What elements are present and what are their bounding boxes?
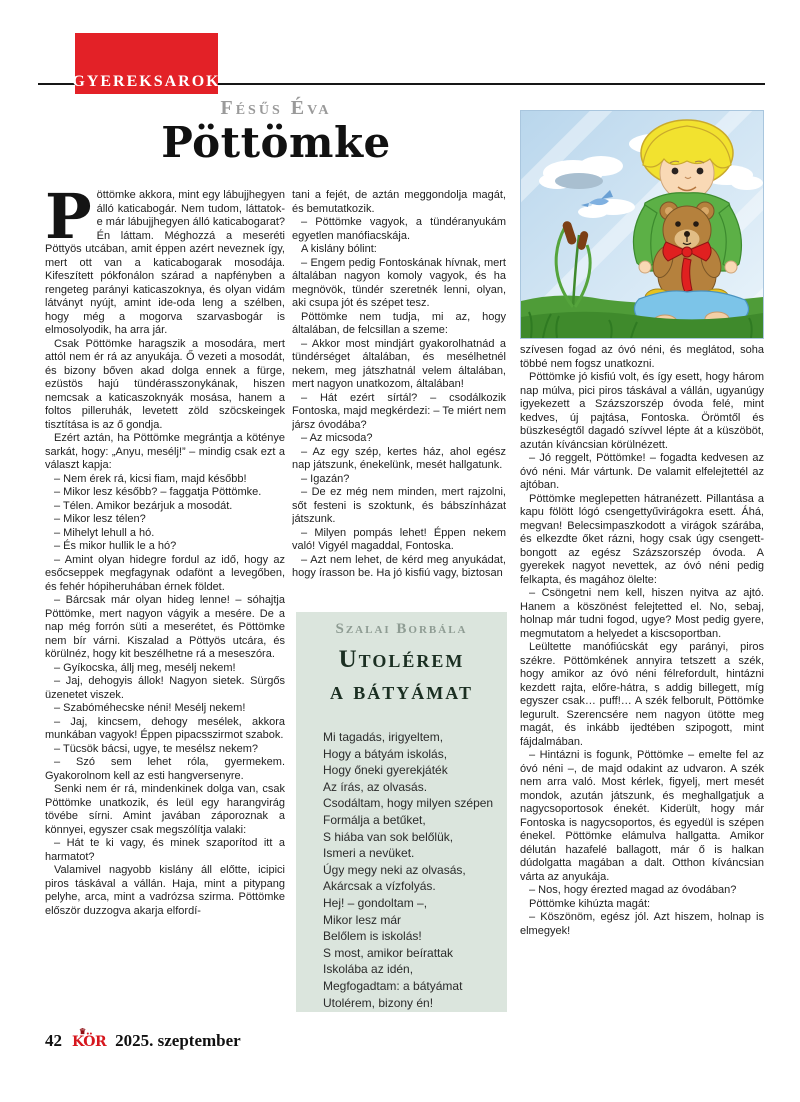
story-paragraph: – Akkor most mindjárt gyakorolhatnád a tündérséget általában, és mesélhetnél nekem, meg játszhatnál velem általában, mert nagyon unatkozom, általában! (292, 337, 506, 390)
story-paragraph: – Az micsoda? (301, 432, 373, 444)
poem-line: S most, amikor beírattak (323, 945, 454, 960)
story-paragraph: Leültette manófiúcskát egy parányi, piros székre. Pöttömkének annyira tetszett a szék, hogy amikor az óvó néni félrefordult, hintázni kezdett rajta, előre-hátra, s addig billegett, míg egyszer csak… puff!… A szék felborult, Pöttömke legurult. Szerencsére nem nagyon ütötte meg magát, és inkább ijedtében szipogott, mint fájdalmában. (520, 641, 764, 748)
section-label: GYEREKSAROK (72, 73, 221, 90)
drop-cap: P (45, 189, 92, 253)
story-paragraph: – Pöttömke vagyok, a tündéranyukám egyetlen manófiacskája. (292, 216, 506, 242)
poem-line: Megfogadtam: a bátyámat (323, 978, 463, 993)
story-paragraph: – Milyen pompás lehet! Éppen nekem való! Vigyél magaddal, Fontoska. (292, 526, 506, 552)
story-paragraph: – Amint olyan hidegre fordul az idő, hogy az esőcseppek megfagynak odafönt a levegőben, és fehér hópiheruhában érnek földet. (45, 553, 285, 593)
story-author: Fésűs Éva (220, 97, 332, 119)
page-footer (45, 1026, 241, 1051)
story-paragraph: Valamivel nagyobb kislány áll előtte, icipici piros táskával a vállán. Haja, mint a pitypang pelyhe, arca, mint a vadrózsa szirma. Pöttömke először duzzogva akarja elfordí- (45, 864, 285, 917)
poem-line: Ismeri a nevüket. (323, 846, 415, 861)
poem-line: Hogy a bátyám iskolás, (323, 746, 448, 761)
story-paragraph: – Nos, hogy érezted magad az óvodában? (529, 884, 737, 896)
story-paragraph: – Mikor lesz télen? (54, 513, 146, 525)
text-column-2 (292, 189, 506, 607)
text-column-1 (45, 189, 285, 1015)
story-paragraph: tani a fejét, de aztán meggondolja magát, és bemutatkozik. (292, 189, 506, 215)
story-paragraph: Pöttömke nem tudja, mi az, hogy általában, de felcsillan a szeme: (292, 310, 506, 336)
poem-line: Hej! – gondoltam –, (323, 895, 428, 910)
story-paragraph: – Szó sem lehet róla, gyermekem. Gyakorolnom kell az esti hangversenyre. (45, 756, 285, 782)
story-paragraph: – Bárcsak már olyan hideg lenne! – sóhajtja Pöttömke, mert nagyon vágyik a mesére. De a nap még forrón süti a meserétet, és Pöttömke nem bír várni. Kiszalad a Pöttyös utcára, és körülnéz, hogy kit beszélhetne rá a meseszóra. (45, 594, 285, 660)
story-paragraph: – Azt nem lehet, de kérd meg anyukádat, hogy írasson be. Ha jó kisfiú vagy, biztosan (292, 553, 506, 579)
poem-line: Formálja a betűket, (323, 812, 426, 827)
story-paragraph: – Szabóméhecske néni! Mesélj nekem! (54, 702, 246, 714)
story-paragraph: – Jaj, dehogyis állok! Nagyon sietek. Sürgős üzenetet viszek. (45, 675, 285, 701)
story-paragraph: – És mikor hullik le a hó? (54, 540, 177, 552)
story-paragraph: – Hát te ki vagy, és minek szaporítod itt a harmatot? (45, 837, 285, 863)
story-paragraph: – Hintázni is fogunk, Pöttömke – emelte fel az óvó néni –, de majd odakint az udvaron. A szék nem arra való. Most kérlek, figyelj, mert mesét mondok, azután játszunk, és meghallgatjuk a nagycsoportosok énekét. Kiderült, hogy már Fontoska is nagycsoportos, és egyedül is szépen énekel. Pöttömke elámulva hallgatta. Amikor délután hazafelé ballagott, már ő is halkan dúdolgatta magában a dalt. Otthon kíváncsian várta az anyukája. (520, 749, 764, 883)
logo-crown-icon: ♛ (79, 1026, 86, 1036)
story-paragraph: – Az egy szép, kertes ház, ahol egész nap játszunk, énekelünk, mesét hallgatunk. (292, 445, 506, 471)
poem-title-line1: Utolérem (338, 646, 465, 673)
story-paragraph: – Csöngetni nem kell, hiszen nyitva az ajtó. Hanem a köszönést felejtetted el. No, sebaj, holnap már tudni fogod, ugye? Most pedig gyere, megmutatom a helyedet a kiscsoportban. (520, 587, 764, 640)
story-paragraph: – Gyíkocska, állj meg, mesélj nekem! (54, 661, 236, 674)
poem-line: Belőlem is iskolás! (323, 929, 422, 944)
story-paragraph: Csak Pöttömke haragszik a mosodára, mert attól nem ér rá az anyukája. Ő vezeti a mosodát, és bizony bőven akad dolga ennek a fürge, ezüstös hajú tündérasszonykának, hiszen nemcsak a katicaszoknyák mosása, hanem a foltos pilleruhák, levetett zöld szöcskeingek tisztítása is az ő gondja. (45, 337, 285, 431)
story-paragraph: – Jaj, kincsem, dehogy mesélek, akkora munkában vagyok! Éppen pipacsszirmot szabok. (45, 715, 285, 741)
opening-text: öttömke akkora, mint egy lábujjhegyen álló katicabogár. Nem tudom, láttatok-e már lábujjhegyen álló katicabogarat? Én láttam. Méghozzá a meseréti Pöttyös utcában, amit éppen azért neveznek így, mert ott van a katicabogarak mosodája. Kifeszített pókfonálon szárad a napfényben a rengeteg parányi katicaszoknya, és olyan vidám látványt nyújt, amint ide-oda leng a szélben, hogy még a mogorva szarvasbogár is elmosolyodik, ha arra jár. (45, 189, 285, 336)
story-paragraph: szívesen fogad az óvó néni, és meglátod, soha többé nem fogsz unatkozni. (520, 344, 764, 370)
story-paragraph: – Engem pedig Fontoskának hívnak, mert általában nagyon komoly vagyok, és ha megnövök, tündér szeretnék lenni, olyan, aki csupa jót és szépet tesz. (292, 256, 506, 309)
poem-line: Hogy őneki gyerekjáték (323, 763, 448, 778)
text-column-3 (520, 344, 764, 1016)
story-paragraph: Pöttömke meglepetten hátranézett. Pillantása a kapu fölött lógó csengettyűvirágokra esett. Áhá, megvan! Belecsimpaszkodott a virágok szárába, és elkezdte őket rázni, hogy csak úgy csengett-bongott az egész Százszorszép óvoda. A gyerekek nagyot nevettek, az óvó néni pedig felkapta, és magához ölelte: (520, 492, 764, 586)
poem-line: Mikor lesz már (323, 912, 402, 927)
story-paragraph: Ezért aztán, ha Pöttömke megrántja a köténye sarkát, hogy: „Anyu, mesélj!” – mindig csak ezt a választ kapja: (45, 432, 285, 471)
poem-line: Az írás, az olvasás. (323, 779, 428, 794)
poem-line: Utolérem, bizony én! (323, 995, 434, 1010)
story-paragraph: – Köszönöm, egész jól. Azt hiszem, holnap is elmegyek! (520, 911, 764, 937)
poem-line: Iskolába az idén, (323, 962, 414, 977)
story-paragraph: – De ez még nem minden, mert rajzolni, sőt festeni is szoktunk, és bábszínházat játszunk. (292, 486, 506, 525)
story-paragraph: – Igazán? (301, 472, 350, 485)
poem-line: Úgy megy neki az olvasás, (323, 862, 466, 877)
magazine-logo: ♛ KÖR (72, 1026, 107, 1050)
story-paragraph: Senki nem ér rá, mindenkinek dolga van, csak Pöttömke unatkozik, és leül egy harangvirág tövébe sírni. Amint javában záporoznak a könnyei, egyszer csak megszólítja valaki: (45, 783, 285, 836)
story-paragraph: – Mihelyt lehull a hó. (54, 526, 155, 539)
story-paragraph: – Mikor lesz később? – faggatja Pöttömke. (54, 486, 262, 498)
page-number: 42 (45, 1031, 62, 1050)
page-title: Pöttömke (161, 118, 391, 167)
story-paragraph: – Jó reggelt, Pöttömke! – fogadta kedvesen az óvó néni. Már vártunk. De valamit elfelejtettél az ajtóban. (520, 452, 764, 491)
story-paragraph: – Hát ezért sírtál? – csodálkozik Fontoska, majd megkérdezi: – Te miért nem jársz óvodába? (292, 391, 506, 431)
story-paragraph: – Nem érek rá, kicsi fiam, majd később! (54, 472, 247, 485)
poem-body (296, 729, 507, 1011)
poem-line: S hiába van sok belőlük, (323, 829, 454, 844)
story-paragraph: – Tücsök bácsi, ugye, te mesélsz nekem? (54, 742, 259, 755)
issue-date: 2025. szeptember (115, 1031, 241, 1050)
opening-paragraph (45, 189, 285, 338)
poem-title-line2: a bátyámat (330, 678, 473, 705)
poem-line: Akárcsak a vízfolyás. (323, 879, 436, 894)
poem-line: Mi tagadás, irigyeltem, (323, 730, 444, 744)
poem-line: Csodáltam, hogy milyen szépen (323, 796, 494, 811)
section-banner (72, 33, 221, 94)
story-illustration (520, 110, 764, 339)
story-paragraph: A kislány bólint: (301, 243, 377, 255)
poem-box (296, 612, 507, 1012)
story-paragraph: – Télen. Amikor bezárjuk a mosodát. (54, 499, 233, 512)
story-paragraph: Pöttömke kihúzta magát: (529, 897, 651, 910)
poem-author: Szalai Borbála (335, 621, 468, 637)
story-heading-block (45, 97, 507, 166)
story-paragraph: Pöttömke jó kisfiú volt, és így esett, hogy három nap múlva, pici piros táskával a vállán, ugyanúgy igyekezett a Százszorszép óvoda felé, mint kedves, új pajtása, Fontoska. Örömtől és büszkeségtől dagadó szívvel lépte át a küszöböt, azután kíváncsian körülnézett. (520, 371, 764, 451)
poem-title (296, 644, 507, 708)
